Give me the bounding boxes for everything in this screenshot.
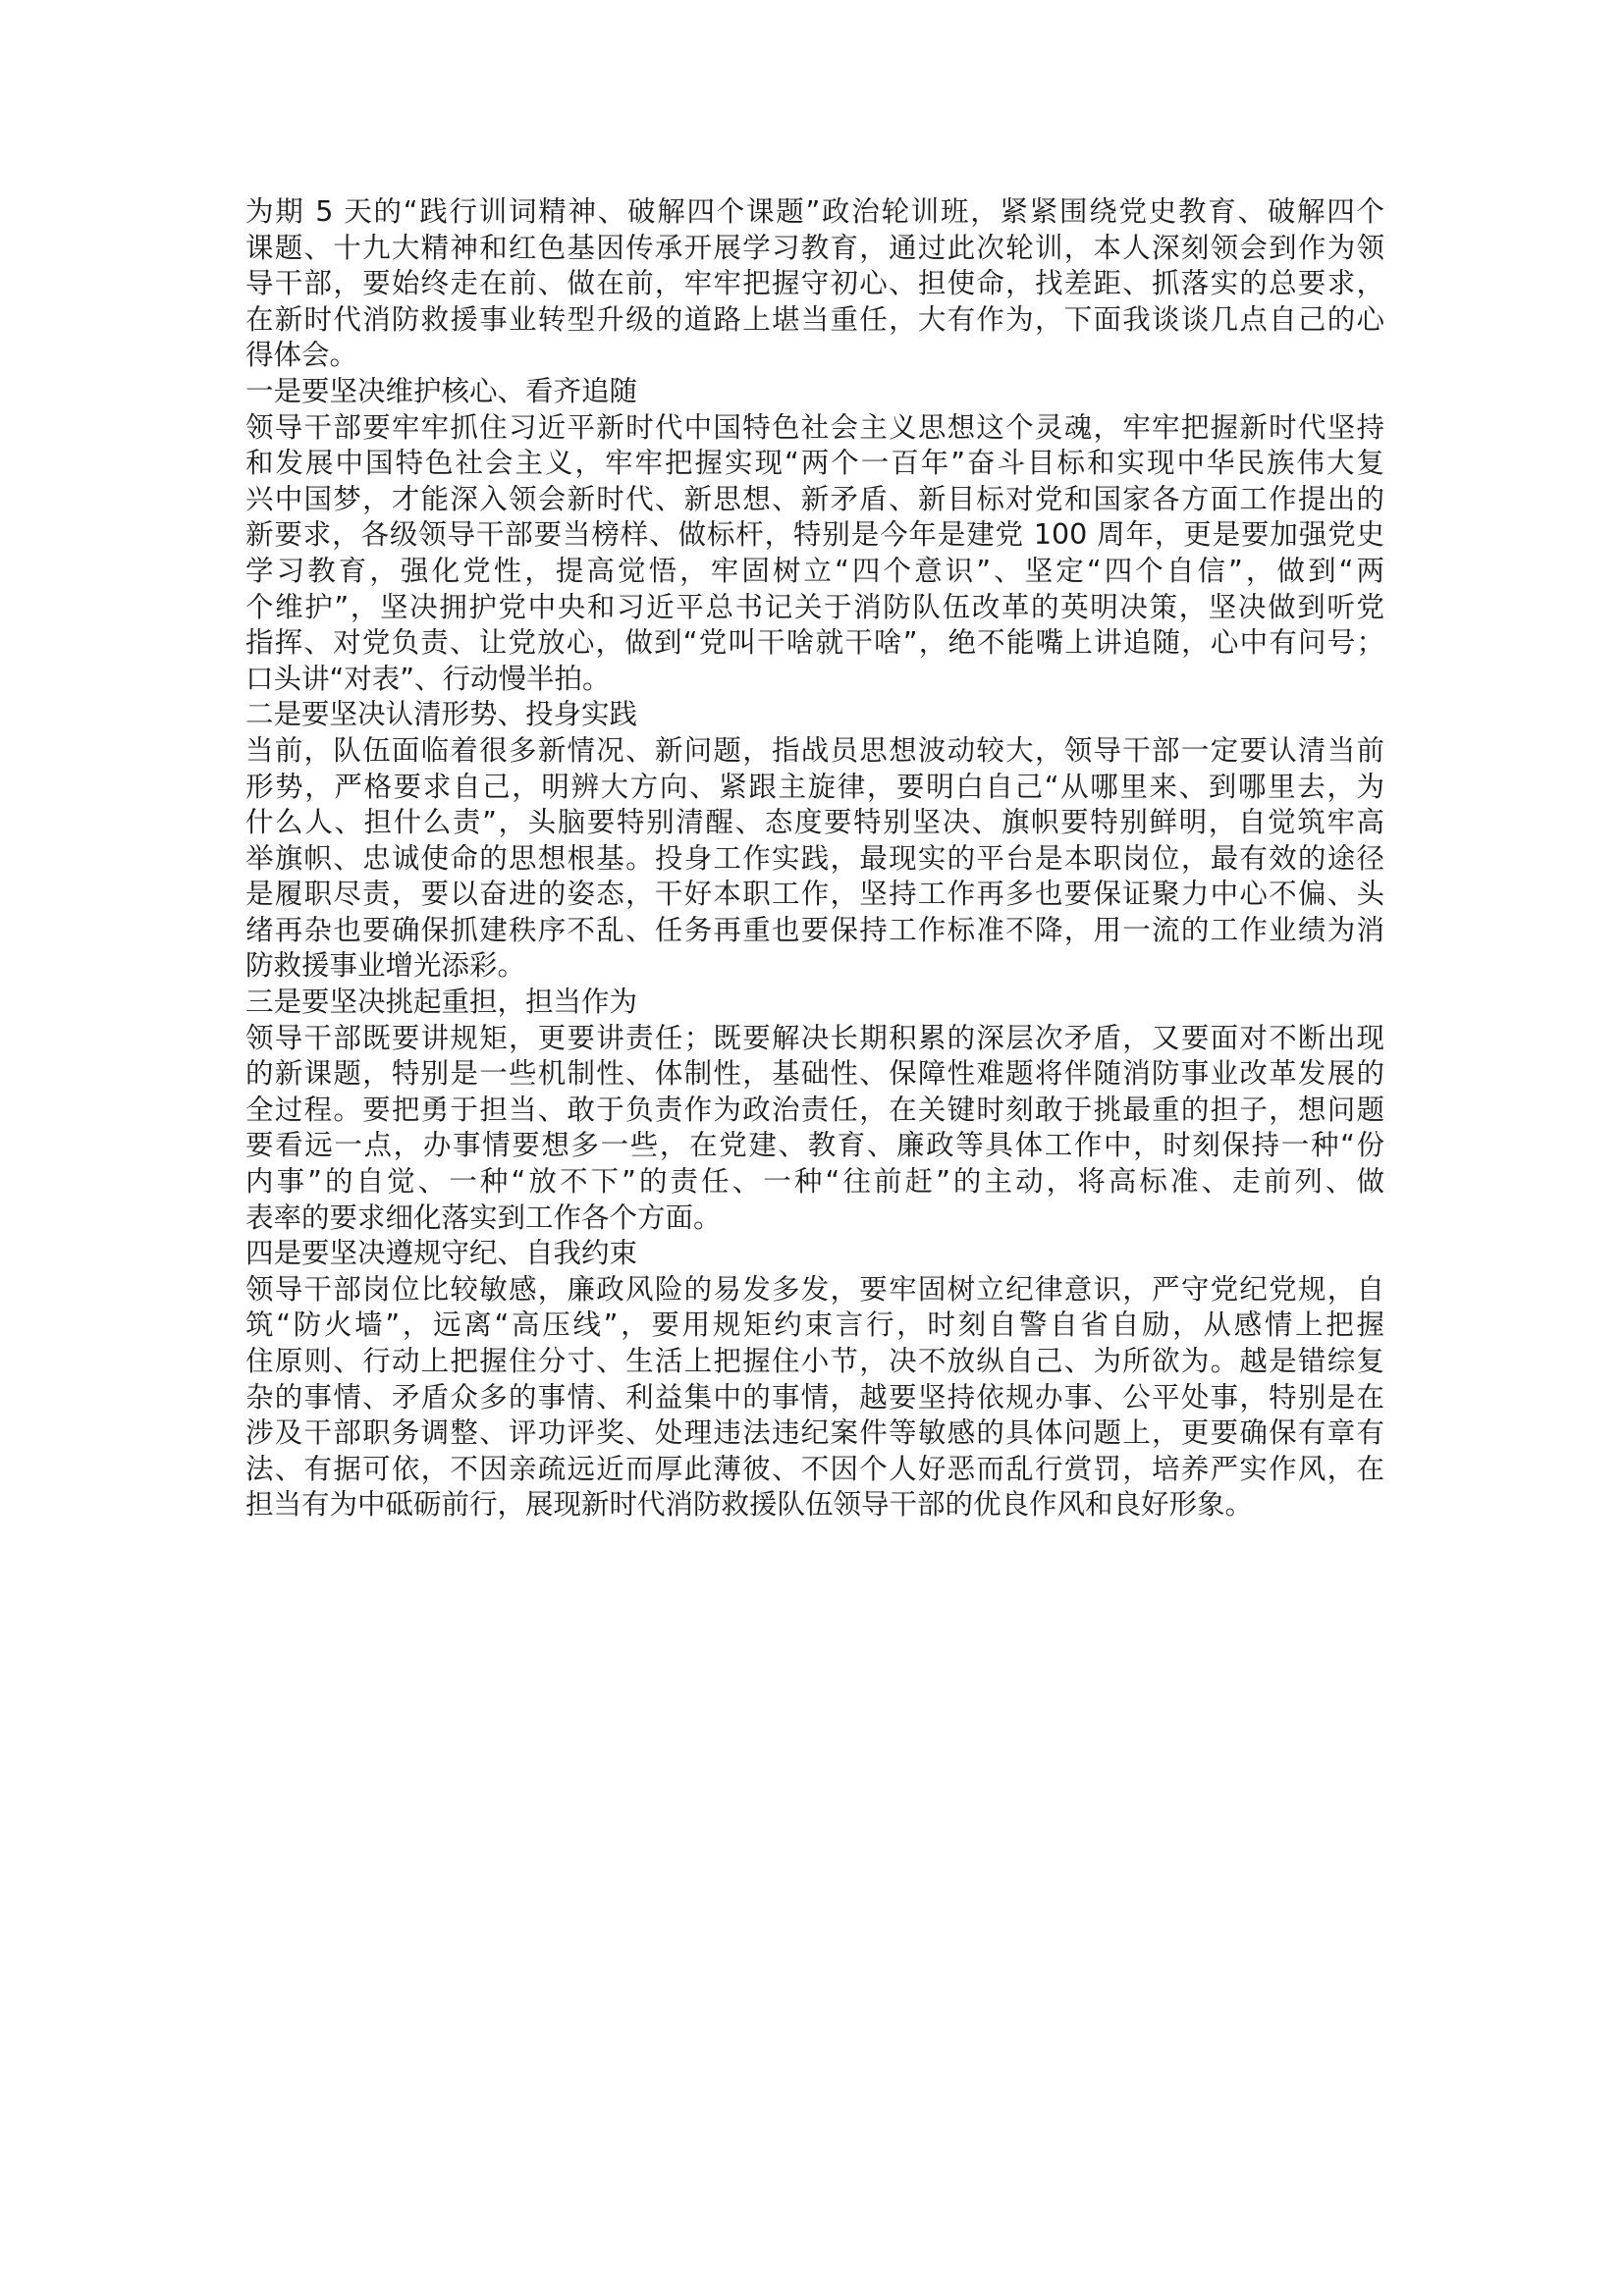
paragraph-line: 要看远一点，办事情要想多一些，在党建、教育、廉政等具体工作中，时刻保持一种“份 [245,1129,1384,1162]
paragraph-line: 形势，严格要求自己，明辨大方向、紧跟主旋律，要明白自己“从哪里来、到哪里去，为 [245,770,1384,803]
paragraph-line: 学习教育，强化党性，提高觉悟，牢固树立“四个意识”、坚定“四个自信”，做到“两 [245,554,1384,587]
paragraph-line: 表率的要求细化落实到工作各个方面。 [245,1201,722,1234]
paragraph-line: 防救援事业增光添彩。 [245,949,526,983]
paragraph-line: 领导干部既要讲规矩，更要讲责任；既要解决长期积累的深层次矛盾，又要面对不断出现 [245,1021,1384,1054]
paragraph-line: 在新时代消防救援事业转型升级的道路上堪当重任，大有作为，下面我谈谈几点自己的心 [245,302,1384,336]
section-heading: 一是要坚决维护核心、看齐追随 [245,374,638,407]
paragraph-line: 杂的事情、矛盾众多的事情、利益集中的事情，越要坚持依规办事、公平处事，特别是在 [245,1380,1384,1414]
paragraph-line: 导干部，要始终走在前、做在前，牢牢把握守初心、担使命，找差距、抓落实的总要求， [245,267,1384,300]
paragraph-line: 法、有据可依，不因亲疏远近而厚此薄彼、不因个人好恶而乱行赏罚，培养严实作风，在 [245,1452,1384,1485]
section-heading: 四是要坚决遵规守纪、自我约束 [245,1237,638,1270]
document-page [245,194,1384,1523]
paragraph-line: 担当有为中砥砺前行，展现新时代消防救援队伍领导干部的优良作风和良好形象。 [245,1488,1254,1522]
paragraph-line: 口头讲“对表”、行动慢半拍。 [245,662,611,695]
paragraph-line: 领导干部要牢牢抓住习近平新时代中国特色社会主义思想这个灵魂，牢牢把握新时代坚持 [245,410,1384,444]
paragraph-line: 指挥、对党负责、让党放心，做到“党叫干啥就干啥”，绝不能嘴上讲追随，心中有问号； [245,626,1384,660]
paragraph-line: 兴中国梦，才能深入领会新时代、新思想、新矛盾、新目标对党和国家各方面工作提出的 [245,482,1384,515]
paragraph-line: 个维护”，坚决拥护党中央和习近平总书记关于消防队伍改革的英明决策，坚决做到听党 [245,590,1384,623]
paragraph-line: 是履职尽责，要以奋进的姿态，干好本职工作，坚持工作再多也要保证聚力中心不偏、头 [245,878,1384,911]
section-heading: 三是要坚决挑起重担，担当作为 [245,986,638,1019]
paragraph-line: 绪再杂也要确保抓建秩序不乱、任务再重也要保持工作标准不降，用一流的工作业绩为消 [245,913,1384,946]
paragraph-line: 的新课题，特别是一些机制性、体制性，基础性、保障性难题将伴随消防事业改革发展的 [245,1057,1384,1091]
paragraph-line: 课题、十九大精神和红色基因传承开展学习教育，通过此次轮训，本人深刻领会到作为领 [245,231,1384,264]
section-heading: 二是要坚决认清形势、投身实践 [245,698,638,731]
paragraph-line: 涉及干部职务调整、评功评奖、处理违法违纪案件等敏感的具体问题上，更要确保有章有 [245,1416,1384,1450]
paragraph-line: 全过程。要把勇于担当、敢于负责作为政治责任，在关键时刻敢于挑最重的担子，想问题 [245,1093,1384,1126]
paragraph-line: 举旗帜、忠诚使命的思想根基。投身工作实践，最现实的平台是本职岗位，最有效的途径 [245,841,1384,875]
paragraph-line: 得体会。 [245,339,358,372]
paragraph-line: 什么人、担什么责”，头脑要特别清醒、态度要特别坚决、旗帜要特别鲜明，自觉筑牢高 [245,806,1384,839]
paragraph-line: 住原则、行动上把握住分寸、生活上把握住小节，决不放纵自己、为所欲为。越是错综复 [245,1345,1384,1377]
paragraph-line: 和发展中国特色社会主义，牢牢把握实现“两个一百年”奋斗目标和实现中华民族伟大复 [245,447,1384,480]
paragraph-line: 领导干部岗位比较敏感，廉政风险的易发多发，要牢固树立纪律意识，严守党纪党规，自 [245,1272,1384,1306]
paragraph-line: 筑“防火墙”，远离“高压线”，要用规矩约束言行，时刻自警自省自励，从感情上把握 [245,1308,1384,1342]
paragraph-line: 内事”的自觉、一种“放不下”的责任、一种“往前赶”的主动，将高标准、走前列、做 [245,1165,1384,1199]
paragraph-line: 为期 5 天的“践行训词精神、破解四个课题”政治轮训班，紧紧围绕党史教育、破解四个 [245,195,1384,228]
paragraph-line: 新要求，各级领导干部要当榜样、做标杆，特别是今年是建党 100 周年，更是要加强党史 [245,518,1384,552]
paragraph-line: 当前，队伍面临着很多新情况、新问题，指战员思想波动较大，领导干部一定要认清当前 [245,733,1384,767]
